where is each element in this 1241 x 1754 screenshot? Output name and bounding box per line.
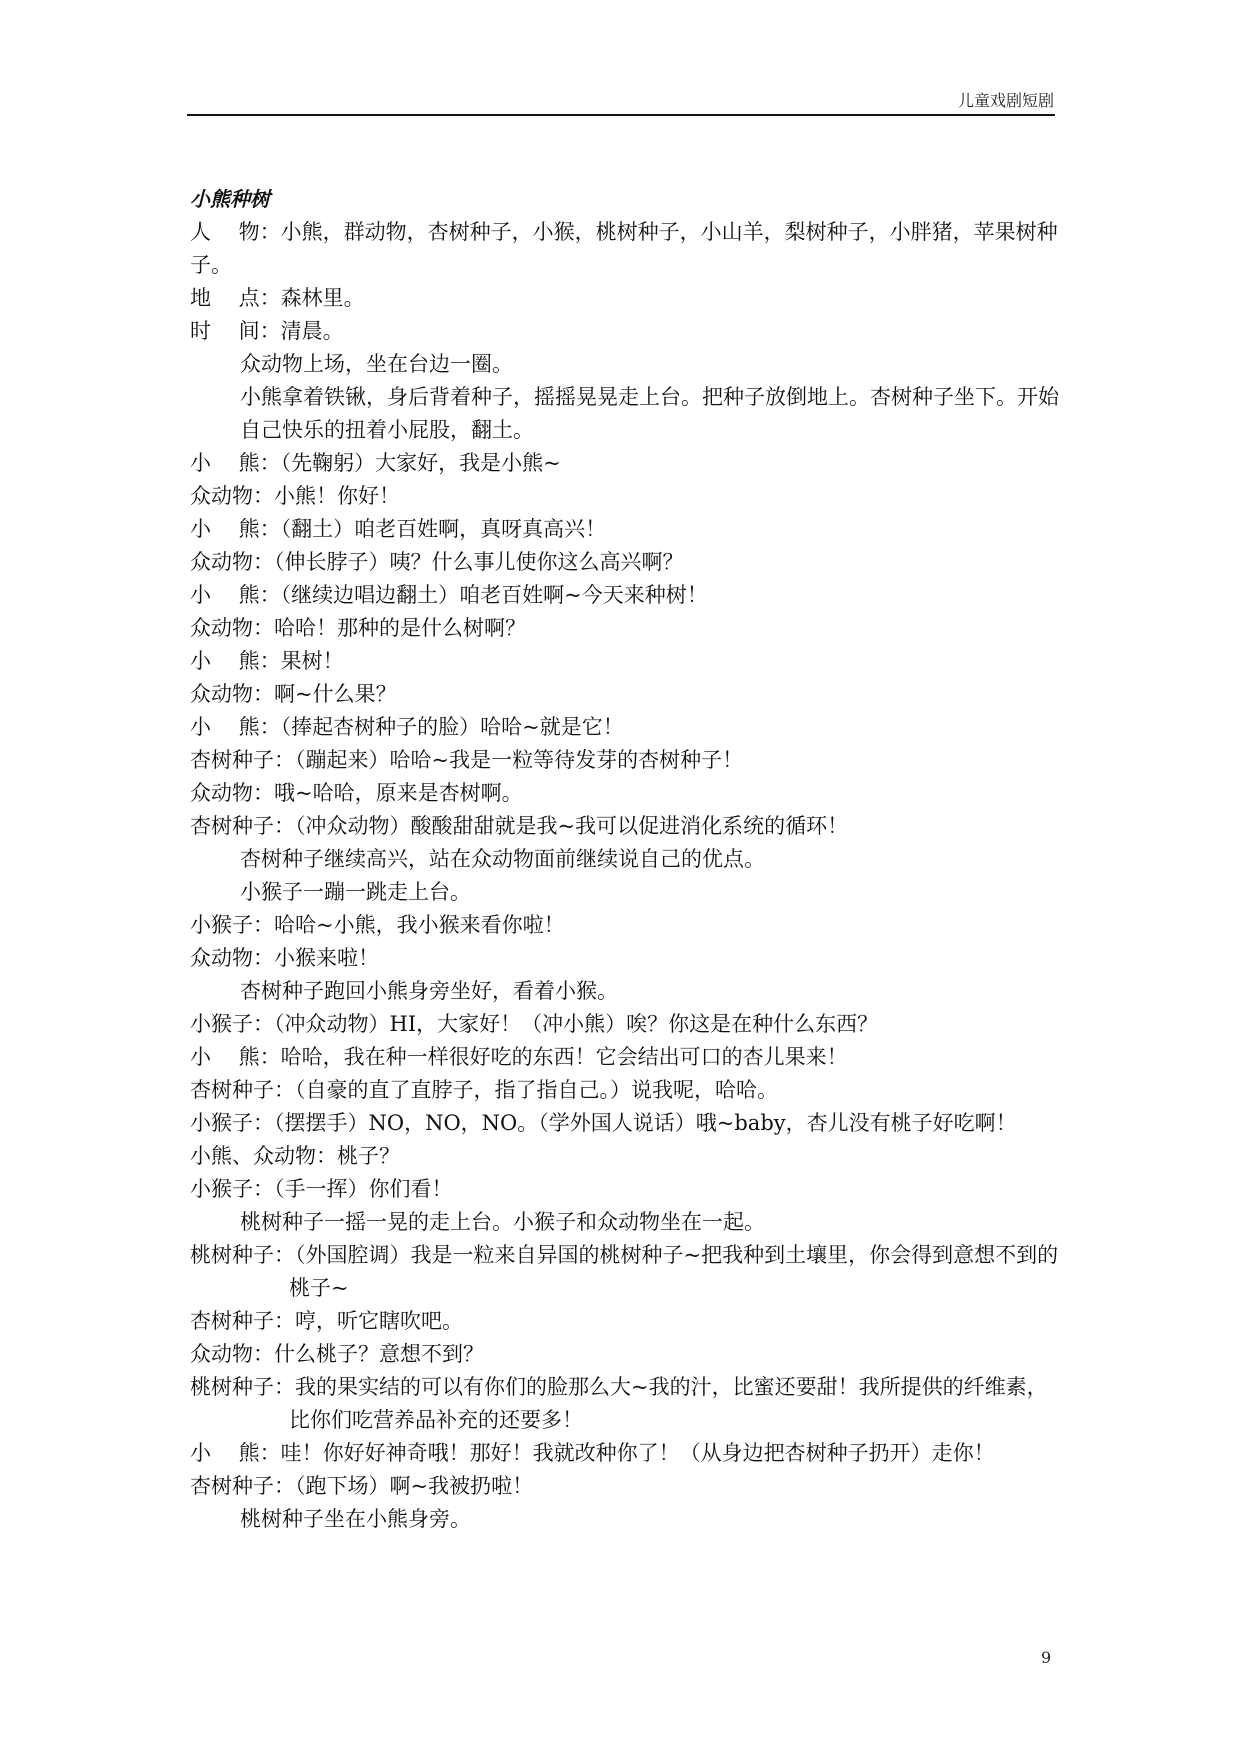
dialogue-line: 小熊、众动物：桃子？ — [190, 1144, 400, 1168]
stage-direction: 小熊拿着铁锹，身后背着种子，摇摇晃晃走上台。把种子放倒地上。杏树种子坐下。开始自己快乐的扭着小屁股，翻土。 — [240, 385, 1059, 442]
dialogue-line: 小猴子：（摆摆手）NO，NO，NO。（学外国人说话）哦~baby，杏儿没有桃子好吃啊！ — [190, 1111, 1017, 1135]
dialogue-line: 小 熊：（先鞠躬）大家好，我是小熊~ — [190, 451, 561, 475]
play-body — [190, 186, 1060, 1536]
cast-info-line: 地 点：森林里。 — [190, 286, 365, 310]
play-title: 小熊种树 — [190, 187, 270, 211]
dialogue-line: 小 熊：（继续边唱边翻土）咱老百姓啊~今天来种树！ — [190, 583, 708, 607]
stage-direction: 小猴子一蹦一跳走上台。 — [240, 880, 471, 904]
dialogue-line: 桃树种子：我的果实结的可以有你们的脸那么大~我的汁，比蜜还要甜！我所提供的纤维素，比你们吃营养品补充的还要多！ — [190, 1375, 1048, 1432]
cast-info-line: 人 物：小熊，群动物，杏树种子，小猴，桃树种子，小山羊，梨树种子，小胖猪，苹果树种子。 — [190, 220, 1058, 277]
dialogue-line: 小 熊：果树！ — [190, 649, 344, 673]
dialogue-line: 小 熊：（翻土）咱老百姓啊，真呀真高兴！ — [190, 517, 607, 541]
stage-direction: 桃树种子坐在小熊身旁。 — [240, 1507, 471, 1531]
dialogue-line: 众动物：（伸长脖子）咦？什么事儿使你这么高兴啊？ — [190, 550, 684, 574]
stage-direction: 杏树种子跑回小熊身旁坐好，看着小猴。 — [240, 979, 618, 1003]
dialogue-line: 桃树种子：（外国腔调）我是一粒来自异国的桃树种子~把我种到土壤里，你会得到意想不到的桃子~ — [190, 1243, 1059, 1300]
dialogue-line: 小 熊：哇！你好好神奇哦！那好！我就改种你了！（从身边把杏树种子扔开）走你！ — [190, 1441, 995, 1465]
running-header: 儿童戏剧短剧 — [957, 91, 1054, 110]
header-rule — [187, 114, 1055, 116]
dialogue-line: 小猴子：（冲众动物）HI，大家好！（冲小熊）唉？你这是在种什么东西？ — [190, 1012, 879, 1036]
dialogue-line: 众动物：哈哈！那种的是什么树啊？ — [190, 616, 526, 640]
dialogue-line: 小 熊：哈哈，我在种一样很好吃的东西！它会结出可口的杏儿果来！ — [190, 1045, 848, 1069]
dialogue-line: 杏树种子：（自豪的直了直脖子，指了指自己。）说我呢，哈哈。 — [190, 1078, 778, 1102]
dialogue-line: 众动物：小熊！你好！ — [190, 484, 400, 508]
dialogue-line: 杏树种子：（冲众动物）酸酸甜甜就是我~我可以促进消化系统的循环！ — [190, 814, 849, 838]
cast-info-line: 时 间：清晨。 — [190, 319, 344, 343]
dialogue-line: 小 熊：（捧起杏树种子的脸）哈哈~就是它！ — [190, 715, 624, 739]
dialogue-line: 众动物：啊~什么果？ — [190, 682, 397, 706]
stage-direction: 众动物上场，坐在台边一圈。 — [240, 352, 513, 376]
dialogue-line: 众动物：小猴来啦！ — [190, 946, 379, 970]
page-number: 9 — [1041, 1648, 1052, 1667]
dialogue-line: 杏树种子：（蹦起来）哈哈~我是一粒等待发芽的杏树种子！ — [190, 748, 744, 772]
dialogue-line: 小猴子：哈哈~小熊，我小猴来看你啦！ — [190, 913, 565, 937]
stage-direction: 杏树种子继续高兴，站在众动物面前继续说自己的优点。 — [240, 847, 765, 871]
dialogue-line: 杏树种子：（跑下场）啊~我被扔啦！ — [190, 1474, 534, 1498]
dialogue-line: 众动物：哦~哈哈，原来是杏树啊。 — [190, 781, 523, 805]
stage-direction: 桃树种子一摇一晃的走上台。小猴子和众动物坐在一起。 — [240, 1210, 765, 1234]
dialogue-line: 小猴子：（手一挥）你们看！ — [190, 1177, 453, 1201]
dialogue-line: 杏树种子：哼，听它瞎吹吧。 — [190, 1309, 463, 1333]
dialogue-line: 众动物：什么桃子？意想不到？ — [190, 1342, 484, 1366]
script-lines — [190, 216, 1060, 1536]
